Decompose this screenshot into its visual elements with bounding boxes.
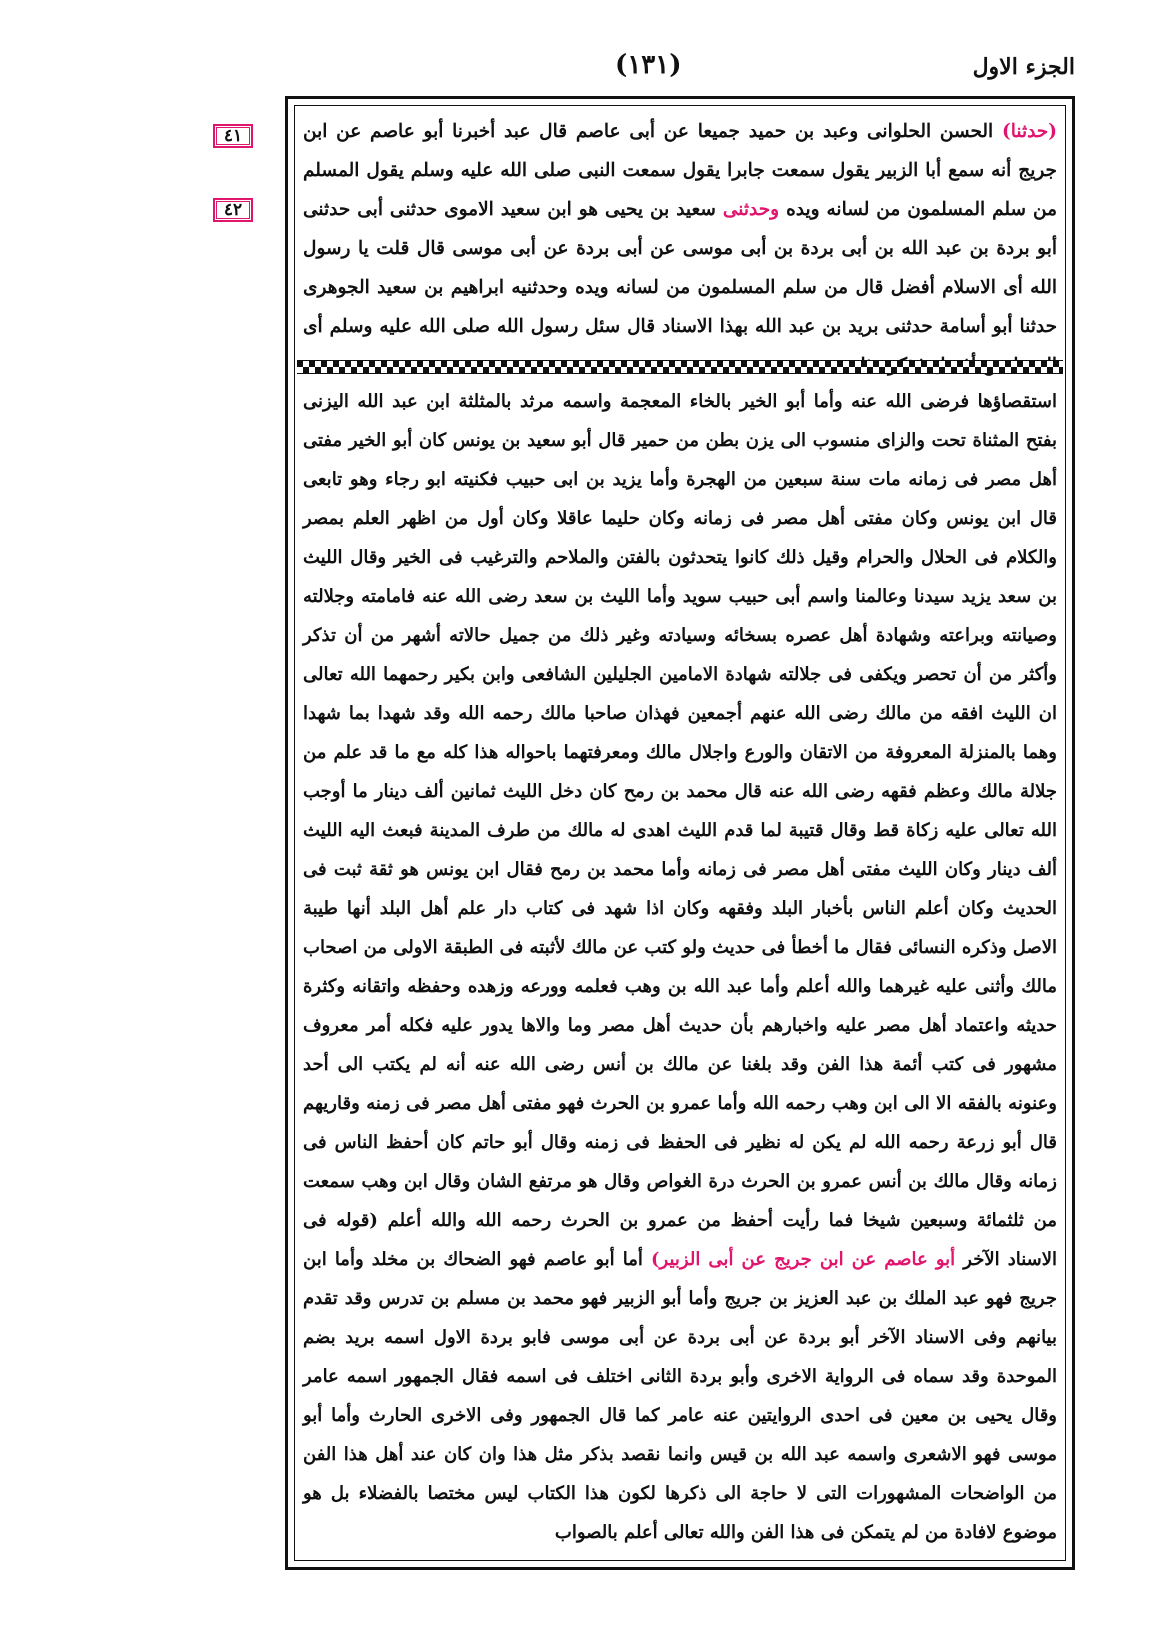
commentary-text-1: استقصاؤها فرضى الله عنه وأما أبو الخير بالخاء المعجمة واسمه مرثد بالمثلثة ابن عبد الله اليزنى بفتح المثناة تحت والزاى منسوب الى يزن بطن من حمير قال أبو سعيد بن يونس كان أبو الخير مفتى أهل مصر فى زمانه مات سنة سبعين من الهجرة وأما يزيد بن ابى حبيب فكنيته ابو رجاء وهو تابعى قال ابن يونس وكان مفتى أهل مصر فى زمانه وكان حليما عاقلا وكان أول من اظهر العلم بمصر والكلام فى الحلال والحرام وقيل ذلك كانوا يتحدثون بالفتن والملاحم والترغيب فى الخير وقال الليث بن سعد يزيد سيدنا وعالمنا واسم أبى حبيب سويد وأما الليث بن سعد رضى الله عنه فامامته وجلالته وصيانته وبراعته وشهادة أهل عصره بسخائه وسيادته وغير ذلك من جميل حالاته أشهر من أن تذكر وأكثر من أن تحصر ويكفى فى جلالته شهادة الامامين الجليلين الشافعى وابن بكير رحمهما الله تعالى ان الليث افقه من مالك رضى الله عنهم أجمعين فهذان صاحبا مالك رحمه الله وقد شهدا بما شهدا وهما بالمنزلة المعروفة من الاتقان والورع واجلال مالك ومعرفتهما باحواله هذا كله مع ما قد علم من جلالة مالك وعظم فقهه رضى الله عنه قال محمد بن رمح كان دخل الليث ثمانين ألف دينار ما أوجب الله تعالى عليه زكاة قط وقال قتيبة لما قدم الليث اهدى له مالك من طرف المدينة فبعث اليه الليث ألف دينار وكان الليث مفتى أهل مصر فى زمانه وأما محمد بن رمح فقال ابن يونس هو ثقة ثبت فى الحديث وكان أعلم الناس بأخبار البلد وفقهه وكان اذا شهد فى كتاب دار علم أهل البلد أنها طيبة الاصل وذكره النسائى فقال ما أخطأ فى حديث ولو كتب عن مالك لأثبته فى الطبقة الاولى من اصحاب مالك وأثنى عليه غيرهما والله أعلم وأما عبد الله بن وهب فعلمه وورعه وزهده وحفظه واتقانه وكثرة حديثه واعتماد أهل مصر عليه واخبارهم بأن حديث أهل مصر وما والاها يدور عليه فكله أمر معروف مشهور فى كتب أئمة هذا الفن وقد بلغنا عن مالك بن أنس رضى الله عنه أنه لم يكتب الى أحد وعنونه بالفقه الا الى ابن وهب رحمه الله وأما عمرو بن الحرث فهو مفتى أهل مصر فى زمنه وقاريهم قال أبو زرعة رحمه الله لم يكن له نظير فى الحفظ فى زمنه وقال أبو حاتم كان أحفظ الناس فى زمانه وقال مالك بن أنس عمرو بن الحرث درة الغواص وقال هو مرتفع الشان وقال ابن وهب سمعت من ثلثمائة وسبعين شيخا فما رأيت أحفظ من عمرو بن الحرث رحمه الله والله أعلم xyxy=(303,391,1058,1231)
page-frame-inner xyxy=(294,105,1066,1561)
page-header xyxy=(285,50,1075,90)
commentary-text-block xyxy=(303,382,1057,1552)
commentary-text-2: أما أبو عاصم فهو الضحاك بن مخلد وأما ابن جريج فهو عبد الملك بن عبد العزيز بن جريج وأما أبو الزبير فهو محمد بن مسلم بن تدرس وقد تقدم بيانهم وفى الاسناد الآخر أبو بردة عن أبى بردة عن أبى موسى فابو بردة الاول اسمه بريد بضم الموحدة وقد سماه فى الرواية الاخرى وأبو بردة الثانى اختلف فى اسمه فقال الجمهور اسمه عامر وقال يحيى بن معين فى احدى الروايتين عنه عامر كما قال الجمهور وفى الاخرى الحارث وأما أبو موسى فهو الاشعرى واسمه عبد الله بن قيس وانما نقصد بذكر مثل هذا وان كان عند أهل هذا الفن من الواضحات المشهورات التى لا حاجة الى ذكرها لكون هذا الكتاب ليس مختصا بالفضلاء بل هو موضوع لافادة من لم يتمكن فى هذا الفن والله تعالى أعلم بالصواب xyxy=(303,1249,1057,1543)
opening-keyword: (حدثنا) xyxy=(1001,121,1057,142)
hadith-text-1: الحسن الحلوانى وعبد بن حميد جميعا عن أبى عاصم قال عبد أخبرنا أبو عاصم عن ابن جريج أنه سمع أبا الزبير يقول سمعت جابرا يقول سمعت النبى صلى الله عليه وسلم يقول المسلم من سلم المسلمون من لسانه ويده xyxy=(303,121,1057,220)
hadith-number-label: ٤٢ xyxy=(216,201,250,219)
page-number: (١٣١) xyxy=(615,50,682,80)
page-frame xyxy=(285,96,1075,1570)
juz-label: الجزء الاول xyxy=(972,54,1075,80)
quote-highlight: أبو عاصم عن ابن جريج عن أبى الزبير) xyxy=(651,1249,956,1270)
keyword-wahaddathani: وحدثنى xyxy=(722,199,780,220)
quote-prefix: (قوله فى الاسناد الآخر xyxy=(303,1210,1057,1270)
hadith-text-block xyxy=(303,112,1057,352)
hadith-text-2: سعيد بن يحيى هو ابن سعيد الاموى حدثنى أبى حدثنى أبو بردة بن عبد الله بن أبى بردة بن أبى موسى عن أبى بردة عن أبى موسى قال قلت يا رسول الله أى الاسلام أفضل قال من سلم المسلمون من لسانه ويده وحدثنيه ابراهيم بن سعيد الجوهرى حدثنا أبو أسامة حدثنى بريد بن عبد الله بهذا الاسناد قال سئل رسول الله صلى الله عليه وسلم أى xyxy=(303,199,1057,337)
hadith-number-41 xyxy=(213,124,253,148)
hadith-number-label: ٤١ xyxy=(216,127,250,145)
checkered-divider xyxy=(297,360,1063,374)
hadith-number-42 xyxy=(213,198,253,222)
